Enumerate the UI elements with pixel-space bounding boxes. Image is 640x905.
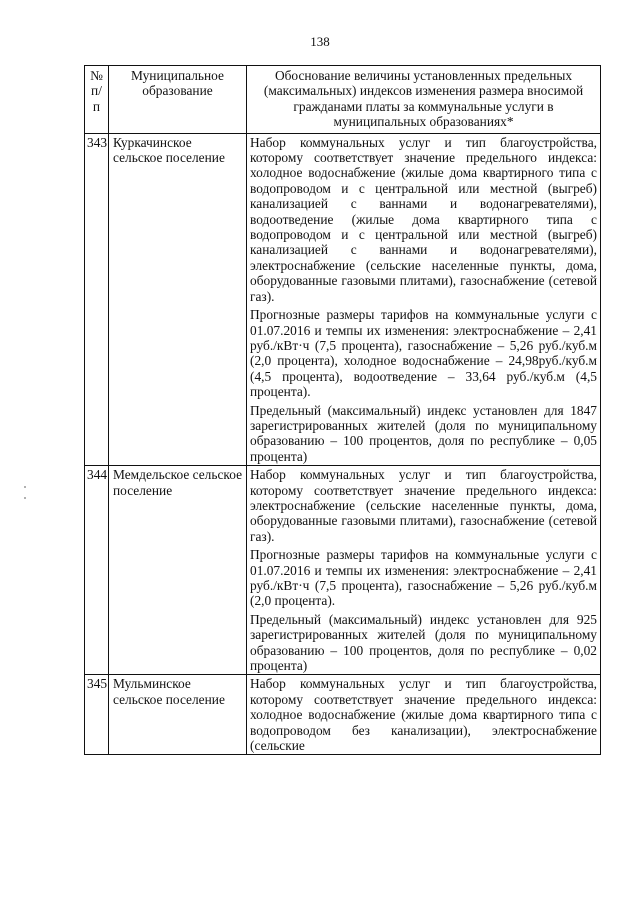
- table-header-row: [85, 66, 601, 134]
- header-municipality: Муниципальное образование: [109, 66, 247, 134]
- basis-paragraph: Предельный (максимальный) индекс установлен для 1847 зарегистрированных жителей (доля по муниципальному образованию – 100 процентов, доля по республике – 0,05 процента): [250, 402, 597, 464]
- row-municipality: Куркачинское сельское поселение: [109, 133, 247, 466]
- basis-paragraph: Прогнозные размеры тарифов на коммунальные услуги с 01.07.2016 и темпы их изменения: электроснабжение – 2,41 руб./кВт·ч (7,5 процента), газоснабжение – 5,26 руб./куб.м (2,0 процента), холодное водоснабжение – 24,98руб./куб.м (4,5 процента), водоотведение – 33,64 руб./куб.м (4,5 процента).: [250, 307, 597, 400]
- row-number: 345: [85, 675, 109, 755]
- scan-speck: [24, 486, 26, 488]
- row-basis: [247, 675, 601, 755]
- basis-paragraph: Набор коммунальных услуг и тип благоустройства, которому соответствует значение предельного индекса: холодное водоснабжение (жилые дома квартирного типа с водопроводом без канализации), электроснабжение (сельские: [250, 676, 597, 754]
- page-number: 138: [310, 34, 330, 49]
- basis-paragraph: Набор коммунальных услуг и тип благоустройства, которому соответствует значение предельного индекса: холодное водоснабжение (жилые дома квартирного типа с водопроводом и с центральной или местной (выгреб) канализацией с ваннами и водонагревателями), водоотведение (жилые дома квартирного типа с водопроводом и с центральной или местной (выгреб) канализацией с ваннами и водонагревателями), электроснабжение (сельские населенные пункты, дома, оборудованные газовыми плитами), газоснабжение (сетевой газ).: [250, 134, 597, 304]
- table-row: [85, 675, 601, 755]
- header-number: № п/п: [85, 66, 109, 134]
- row-basis: [247, 133, 601, 466]
- basis-paragraph: Прогнозные размеры тарифов на коммунальные услуги с 01.07.2016 и темпы их изменения: электроснабжение – 2,41 руб./кВт·ч (7,5 процента), газоснабжение – 5,26 руб./куб.м (2,0 процента).: [250, 547, 597, 609]
- basis-paragraph: Набор коммунальных услуг и тип благоустройства, которому соответствует значение предельного индекса: электроснабжение (сельские населенные пункты, дома, оборудованные газовыми плитами), газоснабжение (сетевой газ).: [250, 467, 597, 544]
- row-municipality: Мульминское сельское поселение: [109, 675, 247, 755]
- table-row: [85, 466, 601, 675]
- tariff-index-table: [84, 65, 601, 755]
- row-municipality: Мемдельское сельское поселение: [109, 466, 247, 675]
- basis-paragraph: Предельный (максимальный) индекс установлен для 925 зарегистрированных жителей (доля по муниципальному образованию – 100 процентов, доля по республике – 0,02 процента): [250, 611, 597, 674]
- row-number: 344: [85, 466, 109, 675]
- header-basis: Обоснование величины установленных предельных (максимальных) индексов изменения размера вносимой гражданами платы за коммунальные услуги в муниципальных образованиях*: [247, 66, 601, 134]
- table-row: [85, 133, 601, 466]
- scan-speck: [24, 497, 26, 499]
- row-number: 343: [85, 133, 109, 466]
- row-basis: [247, 466, 601, 675]
